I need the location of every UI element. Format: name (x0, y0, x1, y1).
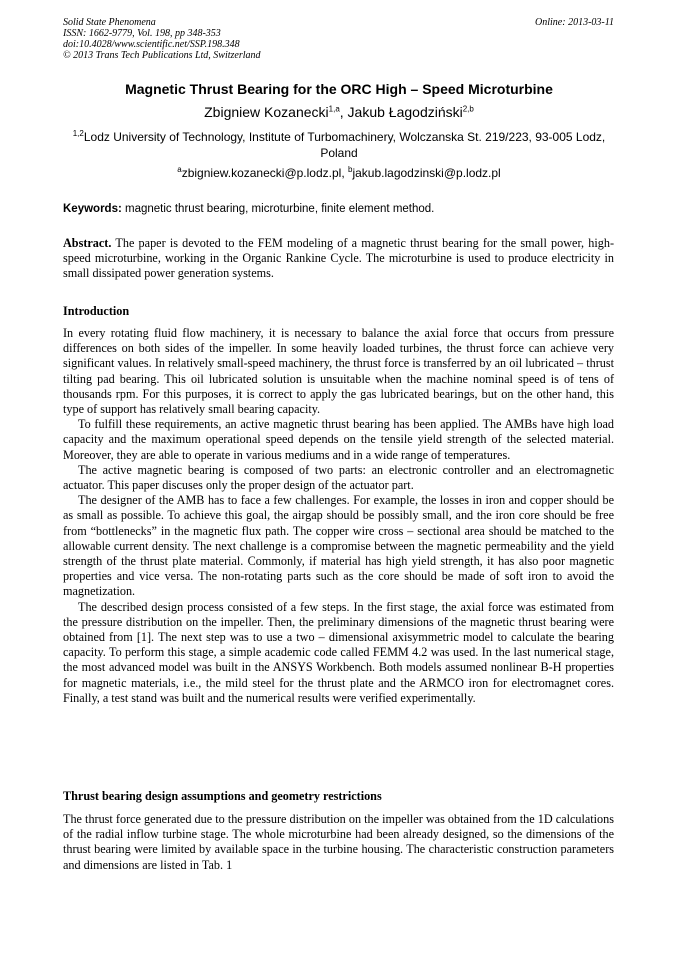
journal-issn: ISSN: 1662-9779, Vol. 198, pp 348-353 (63, 28, 221, 39)
author-1-name: Zbigniew Kozanecki (204, 104, 329, 120)
intro-paragraph-4: The designer of the AMB has to face a few challenges. For example, the losses in iron and copper should be as small as possible. To achieve this goal, the airgap should be possibly small, and the iron core should be free from “bottlenecks” in the magnetic flux path. The copper wire cross – sectional area should be matched to the allowable current density. The next challenge is a compromise between the magnetic permeability and the yield strength of the thrust plate material. Commonly, if material has high yield strength, it has also poor magnetic properties and vice versa. The non-rotating parts such as the core should be made of soft iron to avoid the magnetization. (63, 493, 614, 599)
introduction-heading: Introduction (63, 304, 130, 318)
intro-paragraph-5: The described design process consisted of a few steps. In the first stage, the axial force was estimated from the pressure distribution on the impeller. Then, the preliminary dimensions of the magnetic thrust bearing were obtained from [1]. The next step was to use a two – dimensional axisymmetric model to calculate the bearing capacity. To perform this stage, a simple academic code called FEMM 4.2 was used. In the last numerical stage, the most advanced model was built in the ANSYS Workbench. Both models assumed nonlinear B-H properties for magnetic materials, i.e., the mild steel for the thrust plate and the ARMCO iron for electromagnet cores. Finally, a test stand was built and the numerical results were verified experimentally. (63, 599, 614, 705)
paper-emails (40, 165, 638, 181)
affiliation-sup: 1,2 (72, 129, 84, 138)
journal-header (63, 17, 614, 61)
paper-title: Magnetic Thrust Bearing for the ORC High – Speed Microturbine (125, 81, 553, 97)
thrust-section-body (63, 812, 614, 873)
email-b: jakub.lagodzinski@p.lodz.pl (352, 166, 501, 180)
abstract (63, 236, 614, 282)
keywords (63, 202, 623, 217)
email-a-sup: a (177, 165, 182, 174)
thrust-paragraph: The thrust force generated due to the pressure distribution on the impeller was obtained from the 1D calculations of the radial inflow turbine stage. The whole microturbine had been already designed, so the dimensions of the thrust bearing were limited by available space in the turbine housing. The characteristic construction parameters and dimensions are listed in Tab. 1 (63, 812, 614, 872)
author-2-sup: 2,b (462, 104, 474, 114)
paper-authors (40, 103, 638, 121)
introduction-body (63, 326, 614, 706)
affiliation-text: Lodz University of Technology, Institute of Turbomachinery, Wolczanska St. 219/223, 93-005 Lodz, Poland (83, 130, 606, 160)
journal-copyright: © 2013 Trans Tech Publications Ltd, Switzerland (63, 50, 261, 61)
keywords-label: Keywords: (63, 203, 122, 215)
journal-info (63, 17, 614, 61)
author-1-sup: 1,a (328, 104, 340, 114)
abstract-label: Abstract. (63, 236, 112, 250)
intro-paragraph-3: The active magnetic bearing is composed of two parts: an electronic controller and an electromagnetic actuator. This paper discuses only the proper design of the actuator part. (63, 462, 614, 493)
intro-paragraph-1: In every rotating fluid flow machinery, it is necessary to balance the axial force that occurs from pressure differences on both sides of the impeller. In some heavily loaded turbines, the thrust force can achieve very significant values. In relatively small-speed machinery, the thrust force is transferred by an oil lubricated – thrust tilting pad bearing. This oil lubricated solution is unsuitable when the machine nominal speed is of tens of thousands rpm. For this purposes, it is correct to apply the gas lubricated bearings, but on the other hand, this type of support has relatively small bearing capacity. (63, 326, 614, 417)
author-2-name: Jakub Łagodziński (347, 104, 463, 120)
thrust-section-heading: Thrust bearing design assumptions and geometry restrictions (63, 789, 382, 803)
email-b-sup: b (348, 165, 353, 174)
online-date: Online: 2013-03-11 (535, 17, 614, 28)
journal-doi: doi:10.4028/www.scientific.net/SSP.198.348 (63, 39, 240, 50)
abstract-text: The paper is devoted to the FEM modeling of a magnetic thrust bearing for the small power, high-speed microturbine, working in the Organic Rankine Cycle. The microturbine is used to produce electricity in small dissipated power generation systems. (63, 236, 614, 281)
paper-affiliation (60, 130, 618, 161)
abstract-paragraph (63, 236, 614, 282)
intro-paragraph-2: To fulfill these requirements, an active magnetic thrust bearing has been applied. The AMBs have high load capacity and the maximum operational speed depends on the tensile yield strength of the selected material. Moreover, they are able to operate in various mediums and in a wide range of temperatures. (63, 417, 614, 462)
author-separator: , (339, 104, 348, 120)
email-a: zbigniew.kozanecki@p.lodz.pl, (181, 166, 348, 180)
journal-name: Solid State Phenomena (63, 17, 156, 28)
keywords-text: magnetic thrust bearing, microturbine, finite element method. (121, 203, 435, 215)
